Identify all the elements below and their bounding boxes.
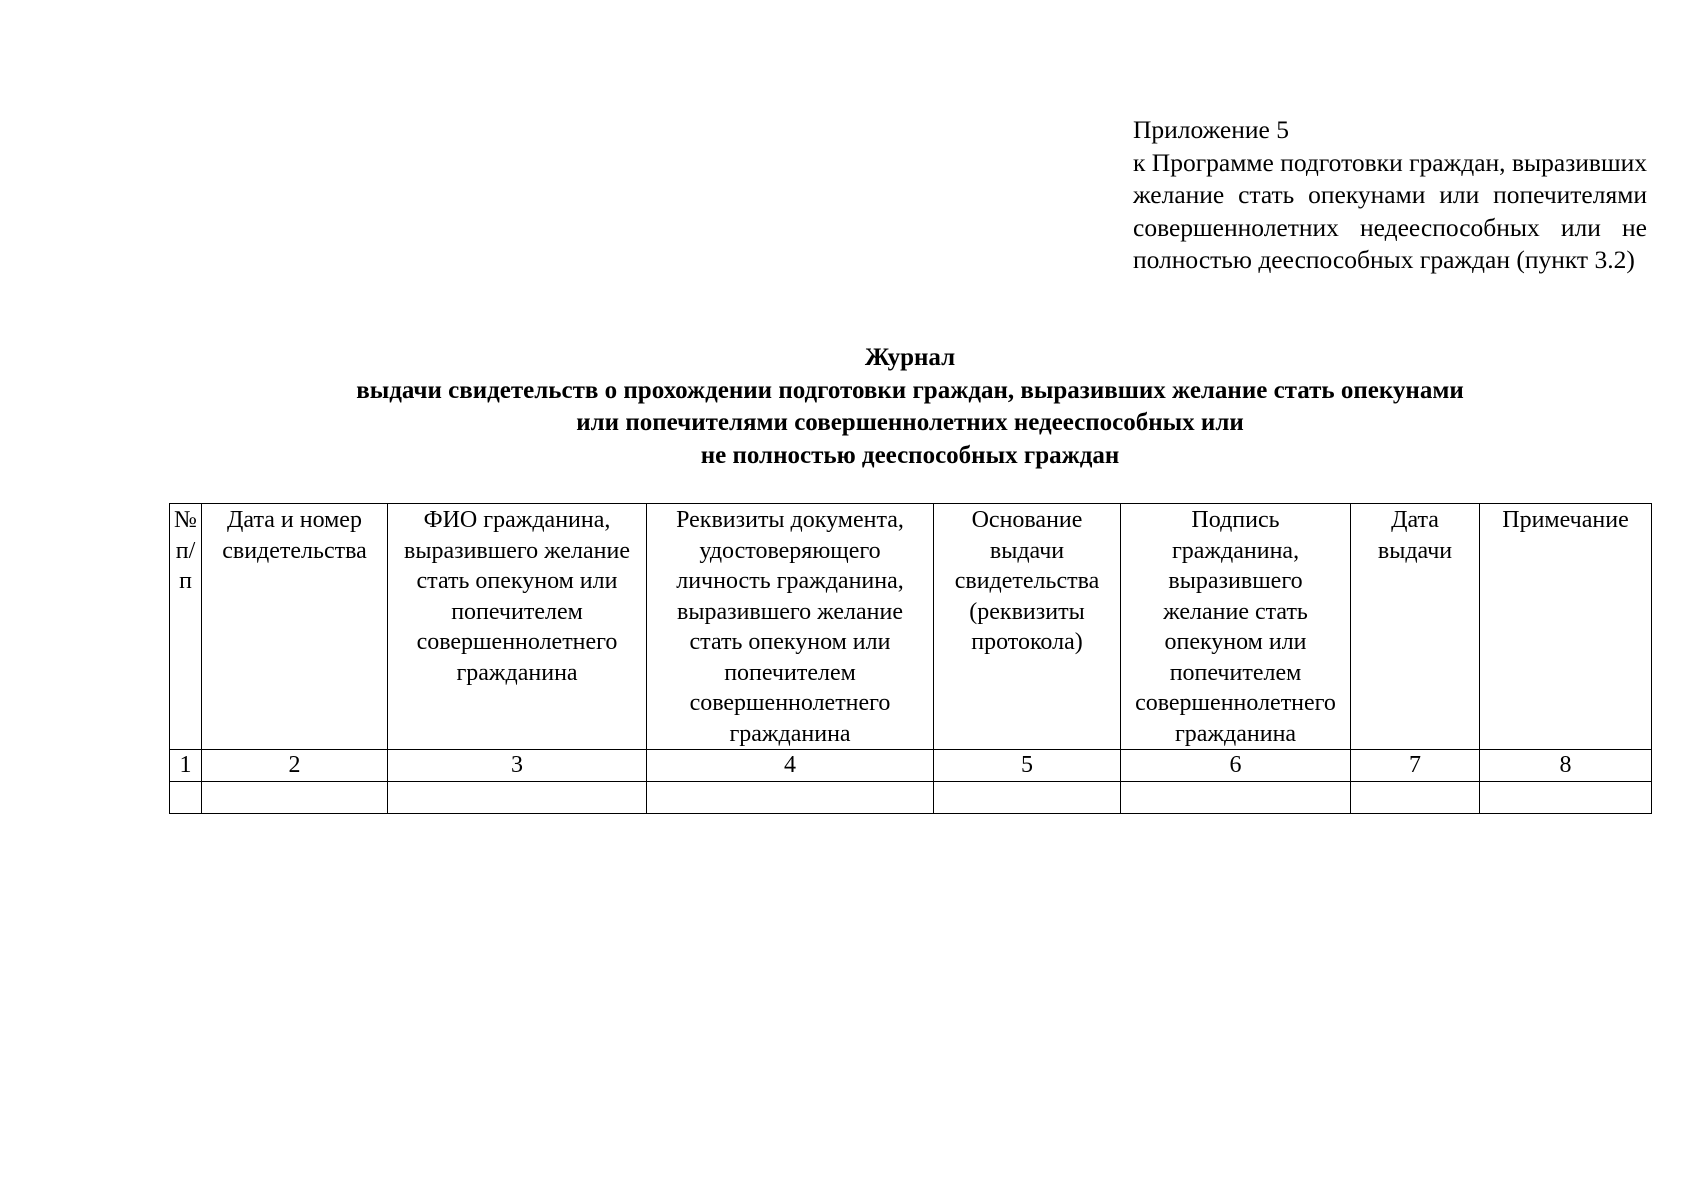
appendix-title: Приложение 5 [1133,115,1289,144]
column-number-cell: 8 [1480,750,1652,782]
appendix-note [1133,114,1647,277]
journal-title: Журнал [864,344,956,371]
empty-cell [202,781,388,813]
column-header-id-document [647,504,934,750]
column-number-cell: 2 [202,750,388,782]
column-header-label: Примечание [1502,507,1629,533]
empty-cell [647,781,934,813]
column-header-label: Дата выдачи [1377,507,1453,564]
empty-cell [1121,781,1351,813]
journal-subtitle-line-1: выдачи свидетельств о прохождении подготовки граждан, выразивших желание стать опекунами [356,376,1464,404]
column-header-label: ФИО гражданина, выразившего желание стать опекуном или попечителем совершеннолетнего гражданина [403,507,631,686]
appendix-text: к Программе подготовки граждан, выразивших желание стать опекунами или попечителями совершеннолетних недееспособных или не полностью дееспособных граждан (пункт 3.2) [1133,147,1647,275]
empty-cell [170,781,202,813]
column-number-row [170,750,1652,782]
journal-subtitle-line-2: или попечителями совершеннолетних недееспособных или [576,409,1244,436]
column-header-label: Основание выдачи свидетельства (реквизиты протокола) [954,507,1100,655]
column-number-cell: 6 [1121,750,1351,782]
column-header-certificate [202,504,388,750]
column-header-basis [934,504,1121,750]
empty-data-row [170,781,1652,813]
column-header-label: Реквизиты документа, удостоверяющего личность гражданина, выразившего желание стать опекуном или попечителем совершеннолетнего гражданина [676,507,904,747]
journal-subtitle-line-3: не полностью дееспособных граждан [700,441,1120,469]
column-header-label: Дата и номер свидетельства [222,507,367,564]
column-header-note [1480,504,1652,750]
column-number-cell: 7 [1351,750,1480,782]
header-row [170,504,1652,750]
column-number-cell: 3 [388,750,647,782]
empty-cell [388,781,647,813]
column-number-cell: 4 [647,750,934,782]
column-number-cell: 1 [170,750,202,782]
empty-cell [934,781,1121,813]
column-number-cell: 5 [934,750,1121,782]
journal-table [169,503,1652,814]
column-header-signature [1121,504,1351,750]
journal-heading [170,342,1650,472]
empty-cell [1351,781,1480,813]
empty-cell [1480,781,1652,813]
column-header-issue-date [1351,504,1480,750]
column-header-number [170,504,202,750]
column-header-label: № п/ п [174,507,197,594]
column-header-label: Подпись гражданина, выразившего желание стать опекуном или попечителем совершеннолетнего гражданина [1135,507,1336,747]
column-header-full-name [388,504,647,750]
